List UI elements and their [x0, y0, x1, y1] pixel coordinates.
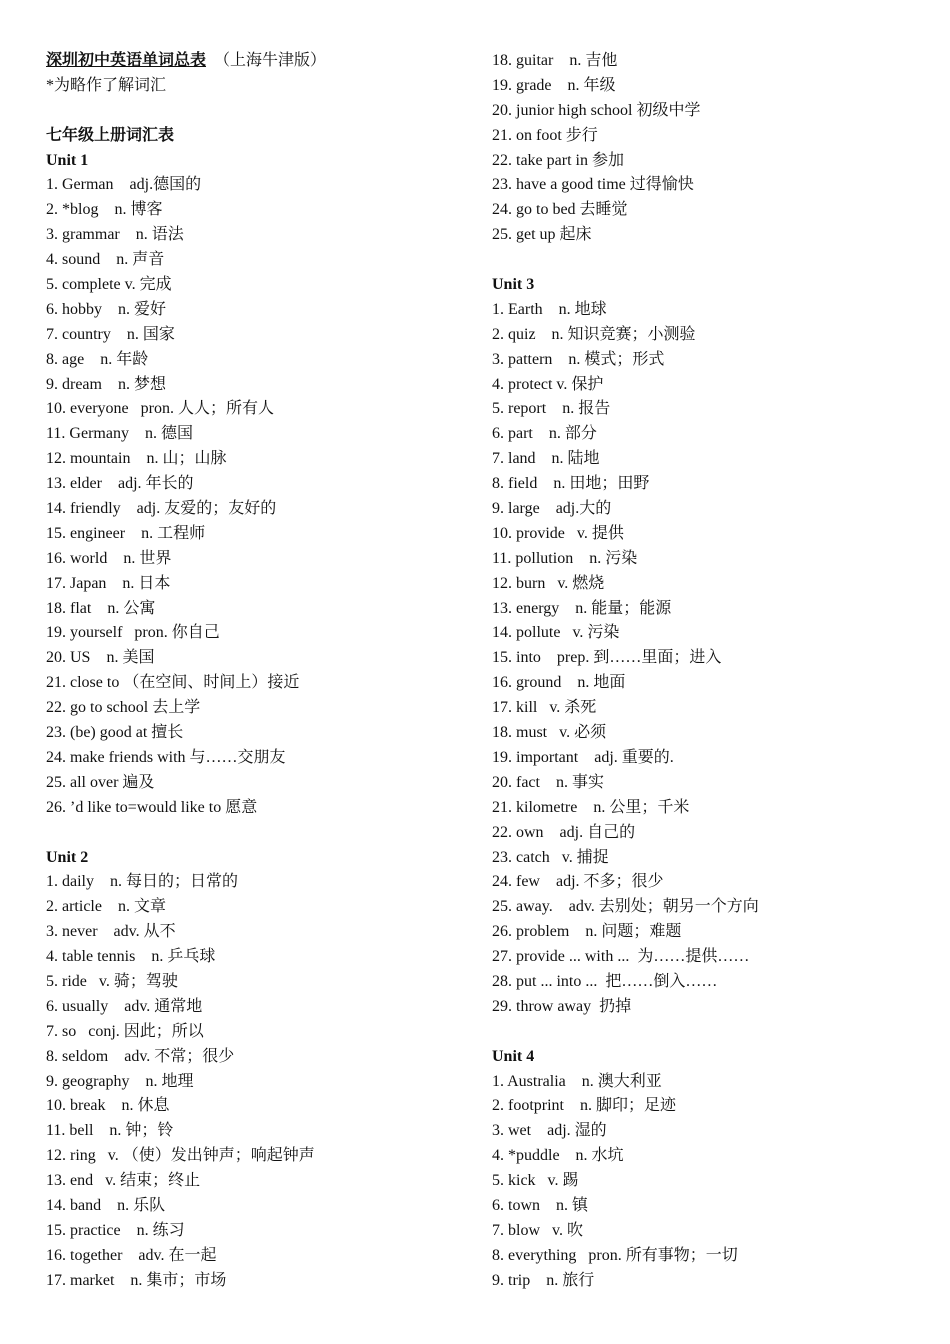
- vocab-entry: 14. friendly adj. 友爱的；友好的: [46, 500, 277, 518]
- vocab-entry: 8. age n. 年龄: [46, 350, 149, 368]
- vocab-entry: 16. together adv. 在一起: [46, 1246, 217, 1264]
- vocab-entry: 23. have a good time 过得愉快: [492, 176, 694, 194]
- vocab-entry: 21. on foot 步行: [492, 126, 598, 144]
- vocab-entry: 5. report n. 报告: [492, 400, 611, 418]
- vocab-entry: 12. burn v. 燃烧: [492, 574, 605, 592]
- document-title: 深圳初中英语单词总表: [46, 52, 207, 69]
- vocab-entry: 3. grammar n. 语法: [46, 226, 184, 244]
- vocab-entry: 14. band n. 乐队: [46, 1196, 166, 1214]
- vocab-entry: 15. engineer n. 工程师: [46, 524, 206, 542]
- vocab-entry: 21. kilometre n. 公里；千米: [492, 798, 690, 816]
- vocab-entry: 27. provide ... with ... 为……提供……: [492, 948, 750, 966]
- vocab-entry: 25. get up 起床: [492, 226, 592, 244]
- vocab-entry: 28. put ... into ... 把……倒入……: [492, 972, 718, 990]
- vocab-entry: 15. into prep. 到……里面；进入: [492, 649, 722, 667]
- vocab-entry: 20. fact n. 事实: [492, 773, 604, 791]
- spacer: [46, 821, 466, 846]
- vocab-entry: 8. everything pron. 所有事物；一切: [492, 1246, 738, 1264]
- vocab-entry: 18. must v. 必须: [492, 724, 607, 742]
- vocabulary-note: *为略作了解词汇: [46, 76, 167, 94]
- spacer: [492, 1020, 912, 1045]
- vocab-entry: 9. geography n. 地理: [46, 1072, 194, 1090]
- vocab-entry: 22. go to school 去上学: [46, 699, 201, 717]
- section-title: 七年级上册词汇表: [46, 126, 175, 144]
- left-column: [46, 49, 466, 1294]
- vocab-entry: 19. important adj. 重要的.: [492, 748, 674, 766]
- vocab-entry: 2. quiz n. 知识竞赛；小测验: [492, 325, 696, 343]
- vocab-entry: 2. article n. 文章: [46, 898, 166, 916]
- left-unit-list: [46, 149, 466, 1294]
- document-title-line: [46, 49, 466, 74]
- vocab-entry: 13. elder adj. 年长的: [46, 475, 194, 493]
- vocab-entry: 16. world n. 世界: [46, 549, 172, 567]
- vocab-entry: 22. take part in 参加: [492, 151, 624, 169]
- vocab-entry: 3. wet adj. 湿的: [492, 1122, 607, 1140]
- vocab-entry: 16. ground n. 地面: [492, 674, 626, 692]
- right-column: [492, 49, 912, 1294]
- vocab-entry: 1. daily n. 每日的；日常的: [46, 873, 238, 891]
- vocab-entry: 11. Germany n. 德国: [46, 425, 193, 443]
- vocab-entry: 2. *blog n. 博客: [46, 201, 163, 219]
- vocab-entry: 24. few adj. 不多；很少: [492, 873, 664, 891]
- vocab-entry: 29. throw away 扔掉: [492, 997, 632, 1015]
- vocab-entry: 26. problem n. 问题；难题: [492, 923, 682, 941]
- vocab-entry: 17. market n. 集市；市场: [46, 1271, 227, 1289]
- unit-heading: Unit 1: [46, 151, 89, 169]
- vocab-entry: 13. energy n. 能量；能源: [492, 599, 672, 617]
- vocab-entry: 4. *puddle n. 水坑: [492, 1147, 624, 1165]
- vocab-entry: 23. (be) good at 擅长: [46, 724, 184, 742]
- vocab-entry: 1. Australia n. 澳大利亚: [492, 1072, 662, 1090]
- vocab-entry: 4. table tennis n. 乒乓球: [46, 948, 216, 966]
- vocab-entry: 26. ’d like to=would like to 愿意: [46, 798, 258, 816]
- spacer: [492, 248, 912, 273]
- unit-heading: Unit 4: [492, 1047, 535, 1065]
- vocab-entry: 5. kick v. 踢: [492, 1172, 579, 1190]
- vocab-entry: 8. field n. 田地；田野: [492, 475, 650, 493]
- vocab-entry: 9. trip n. 旅行: [492, 1271, 595, 1289]
- vocab-entry: 19. grade n. 年级: [492, 76, 616, 94]
- unit-heading: Unit 2: [46, 848, 89, 866]
- vocab-entry: 21. close to （在空间、时间上）接近: [46, 674, 300, 692]
- document-edition: （上海牛津版）: [214, 52, 327, 69]
- right-unit-list: [492, 248, 912, 1293]
- vocab-entry: 9. dream n. 梦想: [46, 375, 166, 393]
- vocab-entry: 17. kill v. 杀死: [492, 699, 597, 717]
- vocab-entry: 18. guitar n. 吉他: [492, 52, 618, 69]
- spacer: [46, 99, 466, 124]
- vocab-entry: 17. Japan n. 日本: [46, 574, 171, 592]
- vocab-entry: 5. ride v. 骑；驾驶: [46, 972, 178, 990]
- vocab-entry: 6. town n. 镇: [492, 1196, 589, 1214]
- vocab-entry: 8. seldom adv. 不常；很少: [46, 1047, 235, 1065]
- vocab-entry: 2. footprint n. 脚印；足迹: [492, 1097, 676, 1115]
- vocab-entry: 18. flat n. 公寓: [46, 599, 156, 617]
- vocab-entry: 6. usually adv. 通常地: [46, 997, 203, 1015]
- vocab-entry: 11. bell n. 钟；铃: [46, 1122, 174, 1140]
- unit-2-continued-list: [492, 49, 912, 248]
- vocab-entry: 13. end v. 结束；终止: [46, 1172, 201, 1190]
- vocab-entry: 4. sound n. 声音: [46, 251, 165, 269]
- vocab-entry: 5. complete v. 完成: [46, 276, 172, 294]
- vocab-entry: 19. yourself pron. 你自己: [46, 624, 220, 642]
- vocab-entry: 7. blow v. 吹: [492, 1221, 583, 1239]
- vocab-entry: 3. pattern n. 模式；形式: [492, 350, 665, 368]
- unit-heading: Unit 3: [492, 276, 535, 294]
- vocab-entry: 20. US n. 美国: [46, 649, 155, 667]
- vocab-entry: 10. break n. 休息: [46, 1097, 170, 1115]
- vocab-entry: 12. mountain n. 山；山脉: [46, 450, 227, 468]
- vocab-entry: 24. go to bed 去睡觉: [492, 201, 628, 219]
- vocab-entry: 25. all over 遍及: [46, 773, 155, 791]
- vocab-entry: 15. practice n. 练习: [46, 1221, 185, 1239]
- vocab-entry: 1. German adj.德国的: [46, 176, 202, 194]
- vocab-entry: 7. country n. 国家: [46, 325, 175, 343]
- vocab-entry: 3. never adv. 从不: [46, 923, 176, 941]
- vocab-entry: 20. junior high school 初级中学: [492, 101, 701, 119]
- vocab-entry: 4. protect v. 保护: [492, 375, 604, 393]
- vocab-entry: 9. large adj.大的: [492, 500, 612, 518]
- vocab-entry: 7. so conj. 因此；所以: [46, 1022, 204, 1040]
- vocab-entry: 22. own adj. 自己的: [492, 823, 636, 841]
- vocab-entry: 6. hobby n. 爱好: [46, 300, 167, 318]
- vocab-entry: 25. away. adv. 去别处；朝另一个方向: [492, 898, 759, 916]
- vocab-entry: 11. pollution n. 污染: [492, 549, 638, 567]
- vocab-entry: 6. part n. 部分: [492, 425, 597, 443]
- vocab-entry: 10. provide v. 提供: [492, 524, 624, 542]
- vocab-entry: 14. pollute v. 污染: [492, 624, 620, 642]
- vocab-entry: 7. land n. 陆地: [492, 450, 600, 468]
- vocab-entry: 24. make friends with 与……交朋友: [46, 748, 286, 766]
- vocab-entry: 1. Earth n. 地球: [492, 300, 607, 318]
- vocab-entry: 10. everyone pron. 人人；所有人: [46, 400, 274, 418]
- vocab-entry: 12. ring v. （使）发出钟声；响起钟声: [46, 1147, 315, 1165]
- vocab-entry: 23. catch v. 捕捉: [492, 848, 609, 866]
